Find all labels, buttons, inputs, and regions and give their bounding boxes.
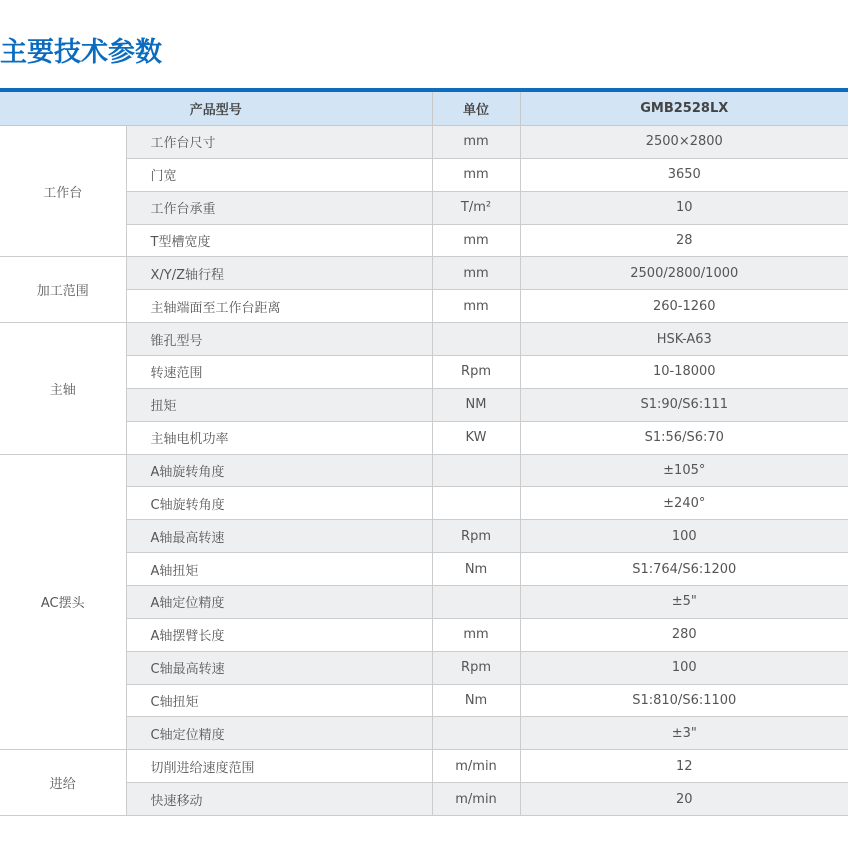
param-unit: T/m² <box>432 191 520 224</box>
table-row <box>0 191 848 224</box>
param-name: A轴扭矩 <box>126 553 432 586</box>
param-unit: Nm <box>432 553 520 586</box>
param-name: 扭矩 <box>126 388 432 421</box>
param-value: 100 <box>520 520 848 553</box>
param-unit: mm <box>432 224 520 257</box>
param-name: 工作台承重 <box>126 191 432 224</box>
param-unit: mm <box>432 257 520 290</box>
param-value: 2500/2800/1000 <box>520 257 848 290</box>
param-value: ±105° <box>520 454 848 487</box>
table-row <box>0 257 848 290</box>
param-name: 主轴端面至工作台距离 <box>126 290 432 323</box>
spec-table-container <box>0 88 848 816</box>
param-value: 100 <box>520 651 848 684</box>
param-unit: mm <box>432 618 520 651</box>
table-row <box>0 126 848 159</box>
param-unit: Nm <box>432 684 520 717</box>
table-row <box>0 553 848 586</box>
param-unit: KW <box>432 421 520 454</box>
param-value: HSK-A63 <box>520 323 848 356</box>
table-row <box>0 356 848 389</box>
param-unit: mm <box>432 158 520 191</box>
param-value: ±5" <box>520 586 848 619</box>
param-name: T型槽宽度 <box>126 224 432 257</box>
param-name: 锥孔型号 <box>126 323 432 356</box>
param-value: 280 <box>520 618 848 651</box>
param-name: A轴旋转角度 <box>126 454 432 487</box>
param-unit <box>432 717 520 750</box>
header-unit: 单位 <box>432 92 520 126</box>
param-name: C轴扭矩 <box>126 684 432 717</box>
table-row <box>0 388 848 421</box>
group-label: AC摆头 <box>0 454 126 750</box>
param-value: ±240° <box>520 487 848 520</box>
param-unit: mm <box>432 290 520 323</box>
param-name: A轴摆臂长度 <box>126 618 432 651</box>
param-name: A轴定位精度 <box>126 586 432 619</box>
group-label: 加工范围 <box>0 257 126 323</box>
param-name: X/Y/Z轴行程 <box>126 257 432 290</box>
group-label: 主轴 <box>0 323 126 454</box>
table-row <box>0 323 848 356</box>
param-unit: m/min <box>432 750 520 783</box>
table-row <box>0 520 848 553</box>
group-label: 工作台 <box>0 126 126 257</box>
param-unit <box>432 586 520 619</box>
param-name: 切削进给速度范围 <box>126 750 432 783</box>
param-value: 2500×2800 <box>520 126 848 159</box>
spec-table <box>0 92 848 816</box>
param-value: 260-1260 <box>520 290 848 323</box>
param-value: S1:810/S6:1100 <box>520 684 848 717</box>
param-value: S1:764/S6:1200 <box>520 553 848 586</box>
param-name: 快速移动 <box>126 783 432 816</box>
param-value: 20 <box>520 783 848 816</box>
param-value: 10 <box>520 191 848 224</box>
header-model-label: 产品型号 <box>0 92 432 126</box>
param-unit: mm <box>432 126 520 159</box>
table-row <box>0 454 848 487</box>
param-unit <box>432 323 520 356</box>
param-name: 主轴电机功率 <box>126 421 432 454</box>
table-row <box>0 684 848 717</box>
param-unit: Rpm <box>432 356 520 389</box>
table-row <box>0 290 848 323</box>
param-value: 10-18000 <box>520 356 848 389</box>
param-unit: NM <box>432 388 520 421</box>
param-value: S1:56/S6:70 <box>520 421 848 454</box>
table-row <box>0 717 848 750</box>
table-row <box>0 651 848 684</box>
param-name: C轴最高转速 <box>126 651 432 684</box>
param-value: 12 <box>520 750 848 783</box>
param-unit <box>432 487 520 520</box>
header-model-value: GMB2528LX <box>520 92 848 126</box>
param-name: 转速范围 <box>126 356 432 389</box>
param-value: 28 <box>520 224 848 257</box>
table-row <box>0 783 848 816</box>
page-title: 主要技术参数 <box>0 37 162 68</box>
param-value: ±3" <box>520 717 848 750</box>
param-name: 工作台尺寸 <box>126 126 432 159</box>
table-header-row <box>0 92 848 126</box>
param-name: A轴最高转速 <box>126 520 432 553</box>
param-value: 3650 <box>520 158 848 191</box>
param-unit: Rpm <box>432 651 520 684</box>
table-row <box>0 618 848 651</box>
param-unit: Rpm <box>432 520 520 553</box>
table-row <box>0 421 848 454</box>
group-label: 进给 <box>0 750 126 816</box>
param-name: 门宽 <box>126 158 432 191</box>
table-row <box>0 586 848 619</box>
table-row <box>0 487 848 520</box>
table-row <box>0 158 848 191</box>
param-unit <box>432 454 520 487</box>
param-name: C轴定位精度 <box>126 717 432 750</box>
param-name: C轴旋转角度 <box>126 487 432 520</box>
table-row <box>0 750 848 783</box>
table-row <box>0 224 848 257</box>
param-unit: m/min <box>432 783 520 816</box>
param-value: S1:90/S6:111 <box>520 388 848 421</box>
